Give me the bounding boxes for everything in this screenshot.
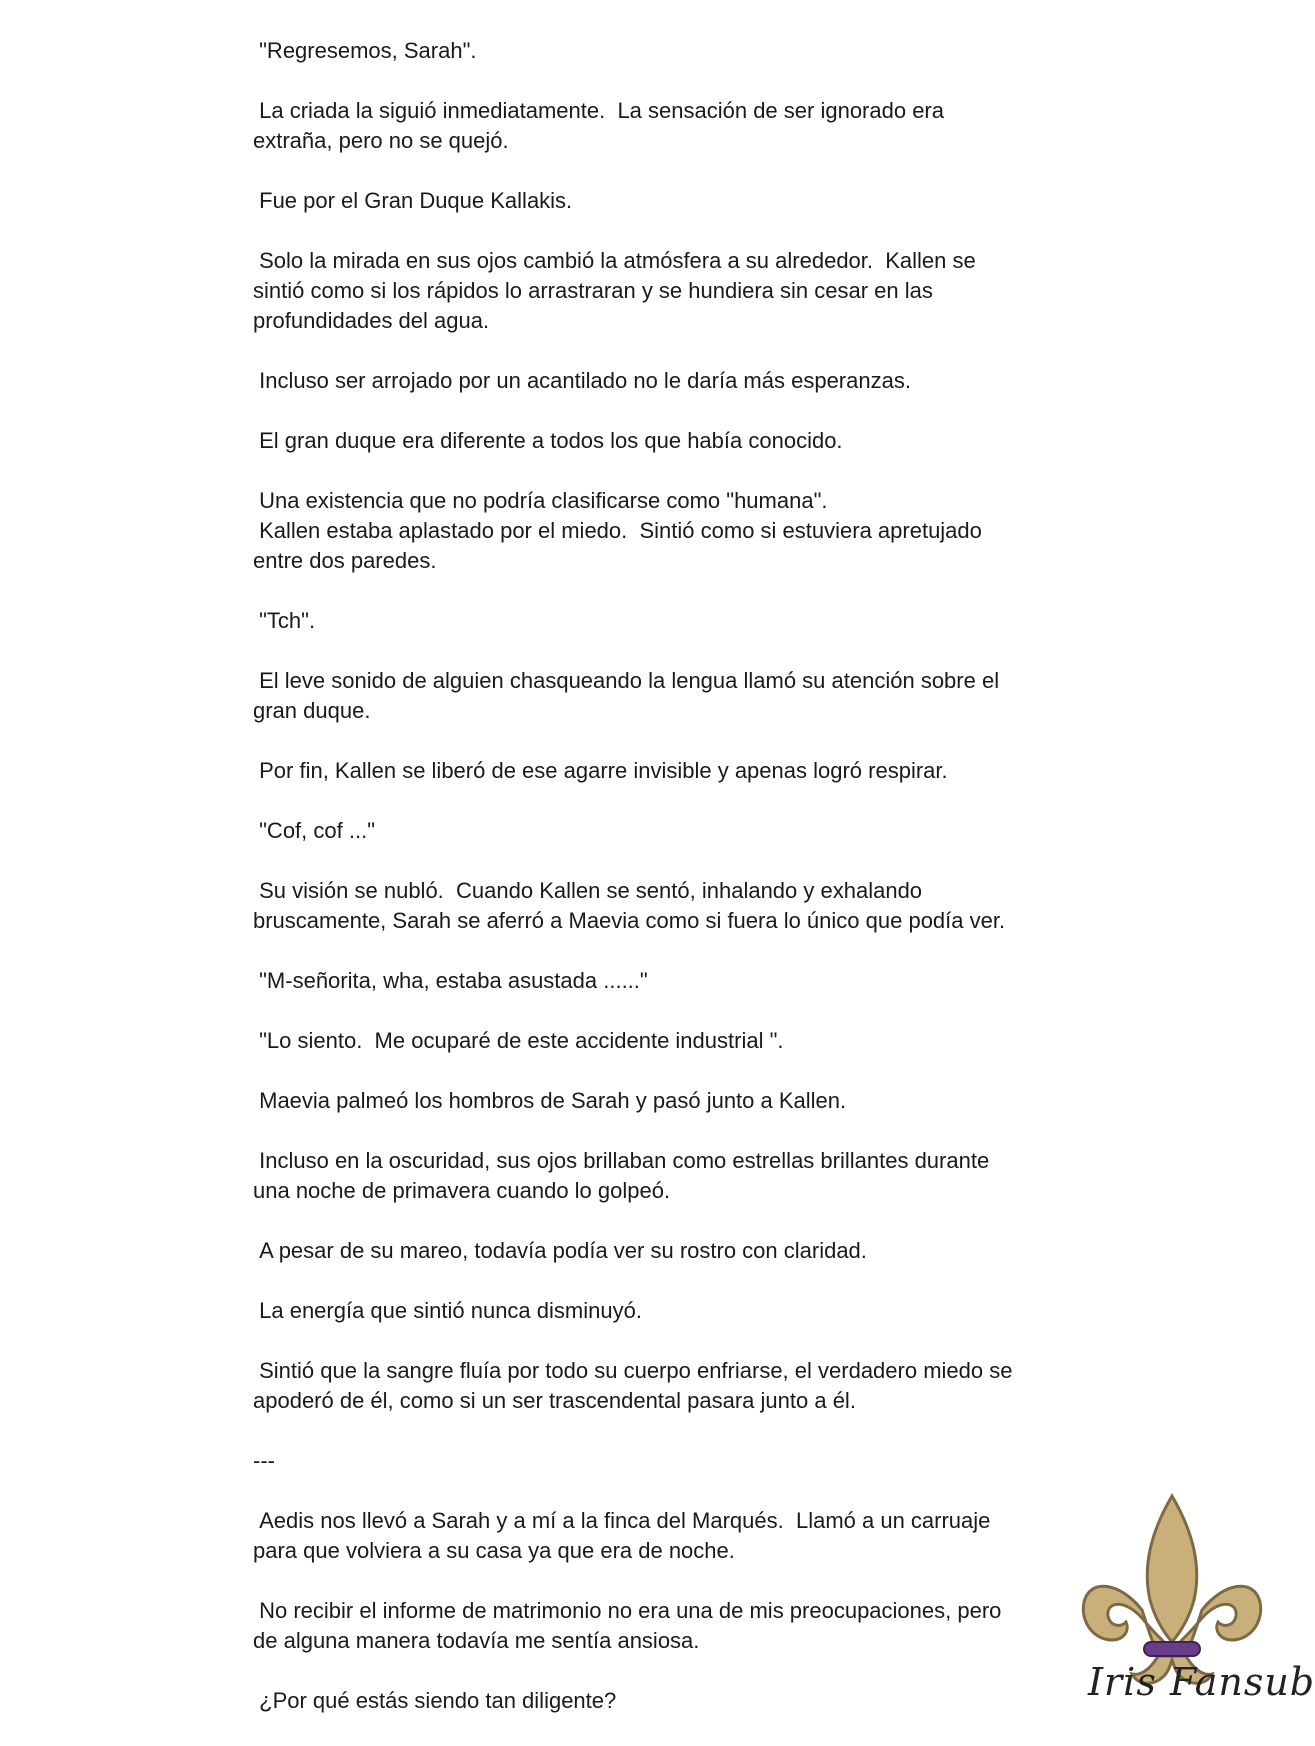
text-line: Aedis nos llevó a Sarah y a mí a la finca del Marqués. Llamó a un carruaje xyxy=(253,1508,991,1533)
text-line: La criada la siguió inmediatamente. La sensación de ser ignorado era xyxy=(253,98,944,123)
paragraph xyxy=(253,1596,1053,1656)
text-line: Por fin, Kallen se liberó de ese agarre invisible y apenas logró respirar. xyxy=(253,758,948,783)
text-line: Kallen estaba aplastado por el miedo. Sintió como si estuviera apretujado xyxy=(253,518,982,543)
text-line: El leve sonido de alguien chasqueando la lengua llamó su atención sobre el xyxy=(253,668,1000,693)
paragraph xyxy=(253,1236,1053,1266)
text-line: A pesar de su mareo, todavía podía ver su rostro con claridad. xyxy=(253,1238,867,1263)
paragraph xyxy=(253,486,1053,576)
text-line: ¿Por qué estás siendo tan diligente? xyxy=(253,1688,617,1713)
text-line: para que volviera a su casa ya que era de noche. xyxy=(253,1538,735,1563)
paragraph xyxy=(253,96,1053,156)
text-line: gran duque. xyxy=(253,698,371,723)
text-line: de alguna manera todavía me sentía ansiosa. xyxy=(253,1628,700,1653)
text-line: Una existencia que no podría clasificarse como "humana". xyxy=(253,488,828,513)
text-line: El gran duque era diferente a todos los que había conocido. xyxy=(253,428,843,453)
paragraph xyxy=(253,966,1053,996)
text-line: una noche de primavera cuando lo golpeó. xyxy=(253,1178,671,1203)
paragraph xyxy=(253,666,1053,726)
text-line: Fue por el Gran Duque Kallakis. xyxy=(253,188,573,213)
watermark-text: Iris Fansub xyxy=(1088,1660,1315,1704)
paragraph xyxy=(253,186,1053,216)
paragraph xyxy=(253,36,1053,66)
text-line: Sintió que la sangre fluía por todo su cuerpo enfriarse, el verdadero miedo se xyxy=(253,1358,1013,1383)
text-line: Incluso en la oscuridad, sus ojos brillaban como estrellas brillantes durante xyxy=(253,1148,990,1173)
text-line: "Lo siento. Me ocuparé de este accidente industrial ". xyxy=(253,1028,784,1053)
paragraph xyxy=(253,426,1053,456)
text-line: extraña, pero no se quejó. xyxy=(253,128,509,153)
text-line: entre dos paredes. xyxy=(253,548,437,573)
paragraph xyxy=(253,1356,1053,1416)
paragraph xyxy=(253,876,1053,936)
text-line: profundidades del agua. xyxy=(253,308,490,333)
text-line: "M-señorita, wha, estaba asustada ......" xyxy=(253,968,648,993)
paragraph xyxy=(253,1086,1053,1116)
text-line: La energía que sintió nunca disminuyó. xyxy=(253,1298,642,1323)
paragraph xyxy=(253,1296,1053,1326)
text-line: Solo la mirada en sus ojos cambió la atmósfera a su alrededor. Kallen se xyxy=(253,248,976,273)
paragraph xyxy=(253,1446,1053,1476)
paragraph xyxy=(253,1146,1053,1206)
text-line: No recibir el informe de matrimonio no era una de mis preocupaciones, pero xyxy=(253,1598,1002,1623)
text-line: bruscamente, Sarah se aferró a Maevia como si fuera lo único que podía ver. xyxy=(253,908,1006,933)
paragraph xyxy=(253,1686,1053,1716)
text-line: Su visión se nubló. Cuando Kallen se sentó, inhalando y exhalando xyxy=(253,878,923,903)
text-line: --- xyxy=(253,1448,275,1473)
paragraph xyxy=(253,366,1053,396)
text-line: sintió como si los rápidos lo arrastraran y se hundiera sin cesar en las xyxy=(253,278,933,303)
text-line: apoderó de él, como si un ser trascendental pasara junto a él. xyxy=(253,1388,856,1413)
paragraph xyxy=(253,816,1053,846)
text-line: "Cof, cof ..." xyxy=(253,818,376,843)
paragraph xyxy=(253,246,1053,336)
text-line: "Tch". xyxy=(253,608,316,633)
text-line: Incluso ser arrojado por un acantilado no le daría más esperanzas. xyxy=(253,368,911,393)
paragraph xyxy=(253,756,1053,786)
paragraph xyxy=(253,1506,1053,1566)
text-line: Maevia palmeó los hombros de Sarah y pasó junto a Kallen. xyxy=(253,1088,847,1113)
paragraph xyxy=(253,1026,1053,1056)
paragraph xyxy=(253,606,1053,636)
document-body xyxy=(253,36,1053,1746)
text-line: "Regresemos, Sarah". xyxy=(253,38,477,63)
